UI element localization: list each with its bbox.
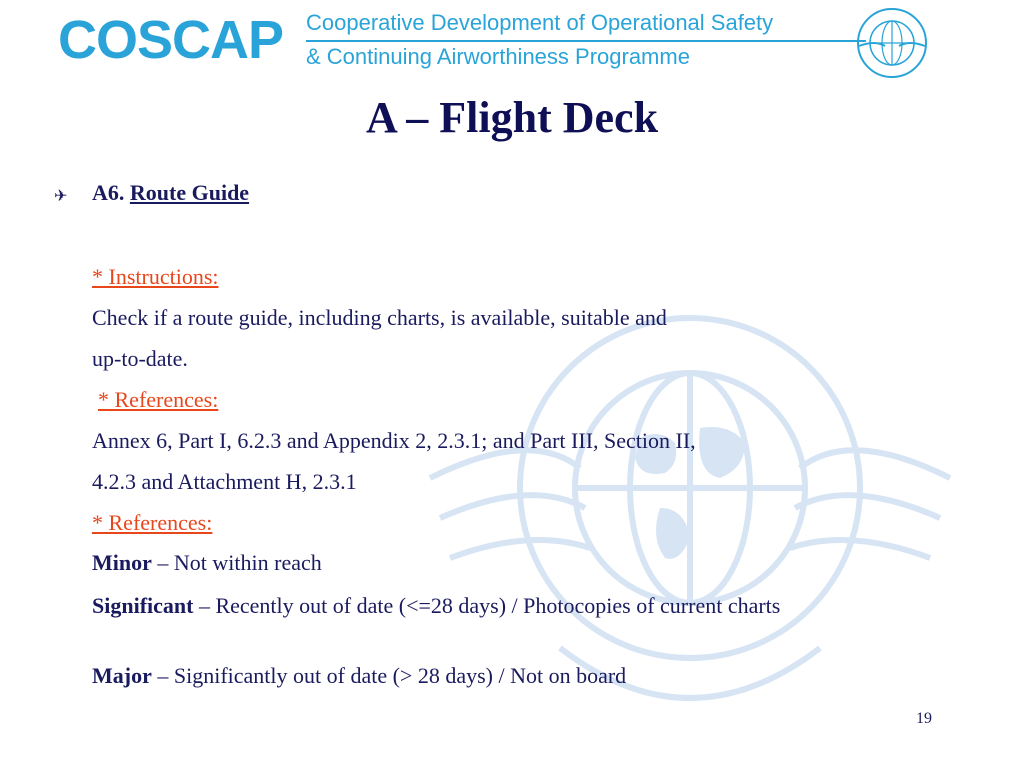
header <box>0 0 1024 80</box>
significant-row <box>92 592 922 620</box>
significant-label: Significant <box>92 593 194 618</box>
references-heading-1: * References: <box>98 387 219 412</box>
major-label: Major <box>92 663 152 688</box>
page-title: A – Flight Deck <box>365 93 659 142</box>
major-row <box>92 663 626 689</box>
header-rule <box>306 40 866 42</box>
instructions-text-1: Check if a route guide, including charts, is available, suitable and <box>92 305 667 330</box>
minor-label: Minor <box>92 550 152 575</box>
significant-text: – Recently out of date (<=28 days) / Photocopies of current charts <box>193 593 781 618</box>
page-number: 19 <box>916 710 932 727</box>
airplane-bullet-icon: ✈ <box>54 188 68 205</box>
programme-name-line1: Cooperative Development of Operational Safety <box>306 10 774 35</box>
item-heading <box>92 180 249 206</box>
major-text: – Significantly out of date (> 28 days) / Not on board <box>151 663 627 688</box>
minor-row <box>92 550 322 576</box>
instructions-text-2: up-to-date. <box>92 346 188 371</box>
icao-seal-icon <box>855 6 929 80</box>
item-number: A6. <box>92 180 125 205</box>
references-text-2: 4.2.3 and Attachment H, 2.3.1 <box>92 469 357 494</box>
references-text-1: Annex 6, Part I, 6.2.3 and Appendix 2, 2.3.1; and Part III, Section II, <box>92 428 696 453</box>
item-name: Route Guide <box>129 180 250 205</box>
references-heading-2: * References: <box>92 510 213 535</box>
minor-text: – Not within reach <box>151 550 322 575</box>
programme-name-line2: & Continuing Airworthiness Programme <box>306 44 690 69</box>
coscap-logo: COSCAP <box>58 10 284 70</box>
instructions-heading: * Instructions: <box>92 264 219 289</box>
